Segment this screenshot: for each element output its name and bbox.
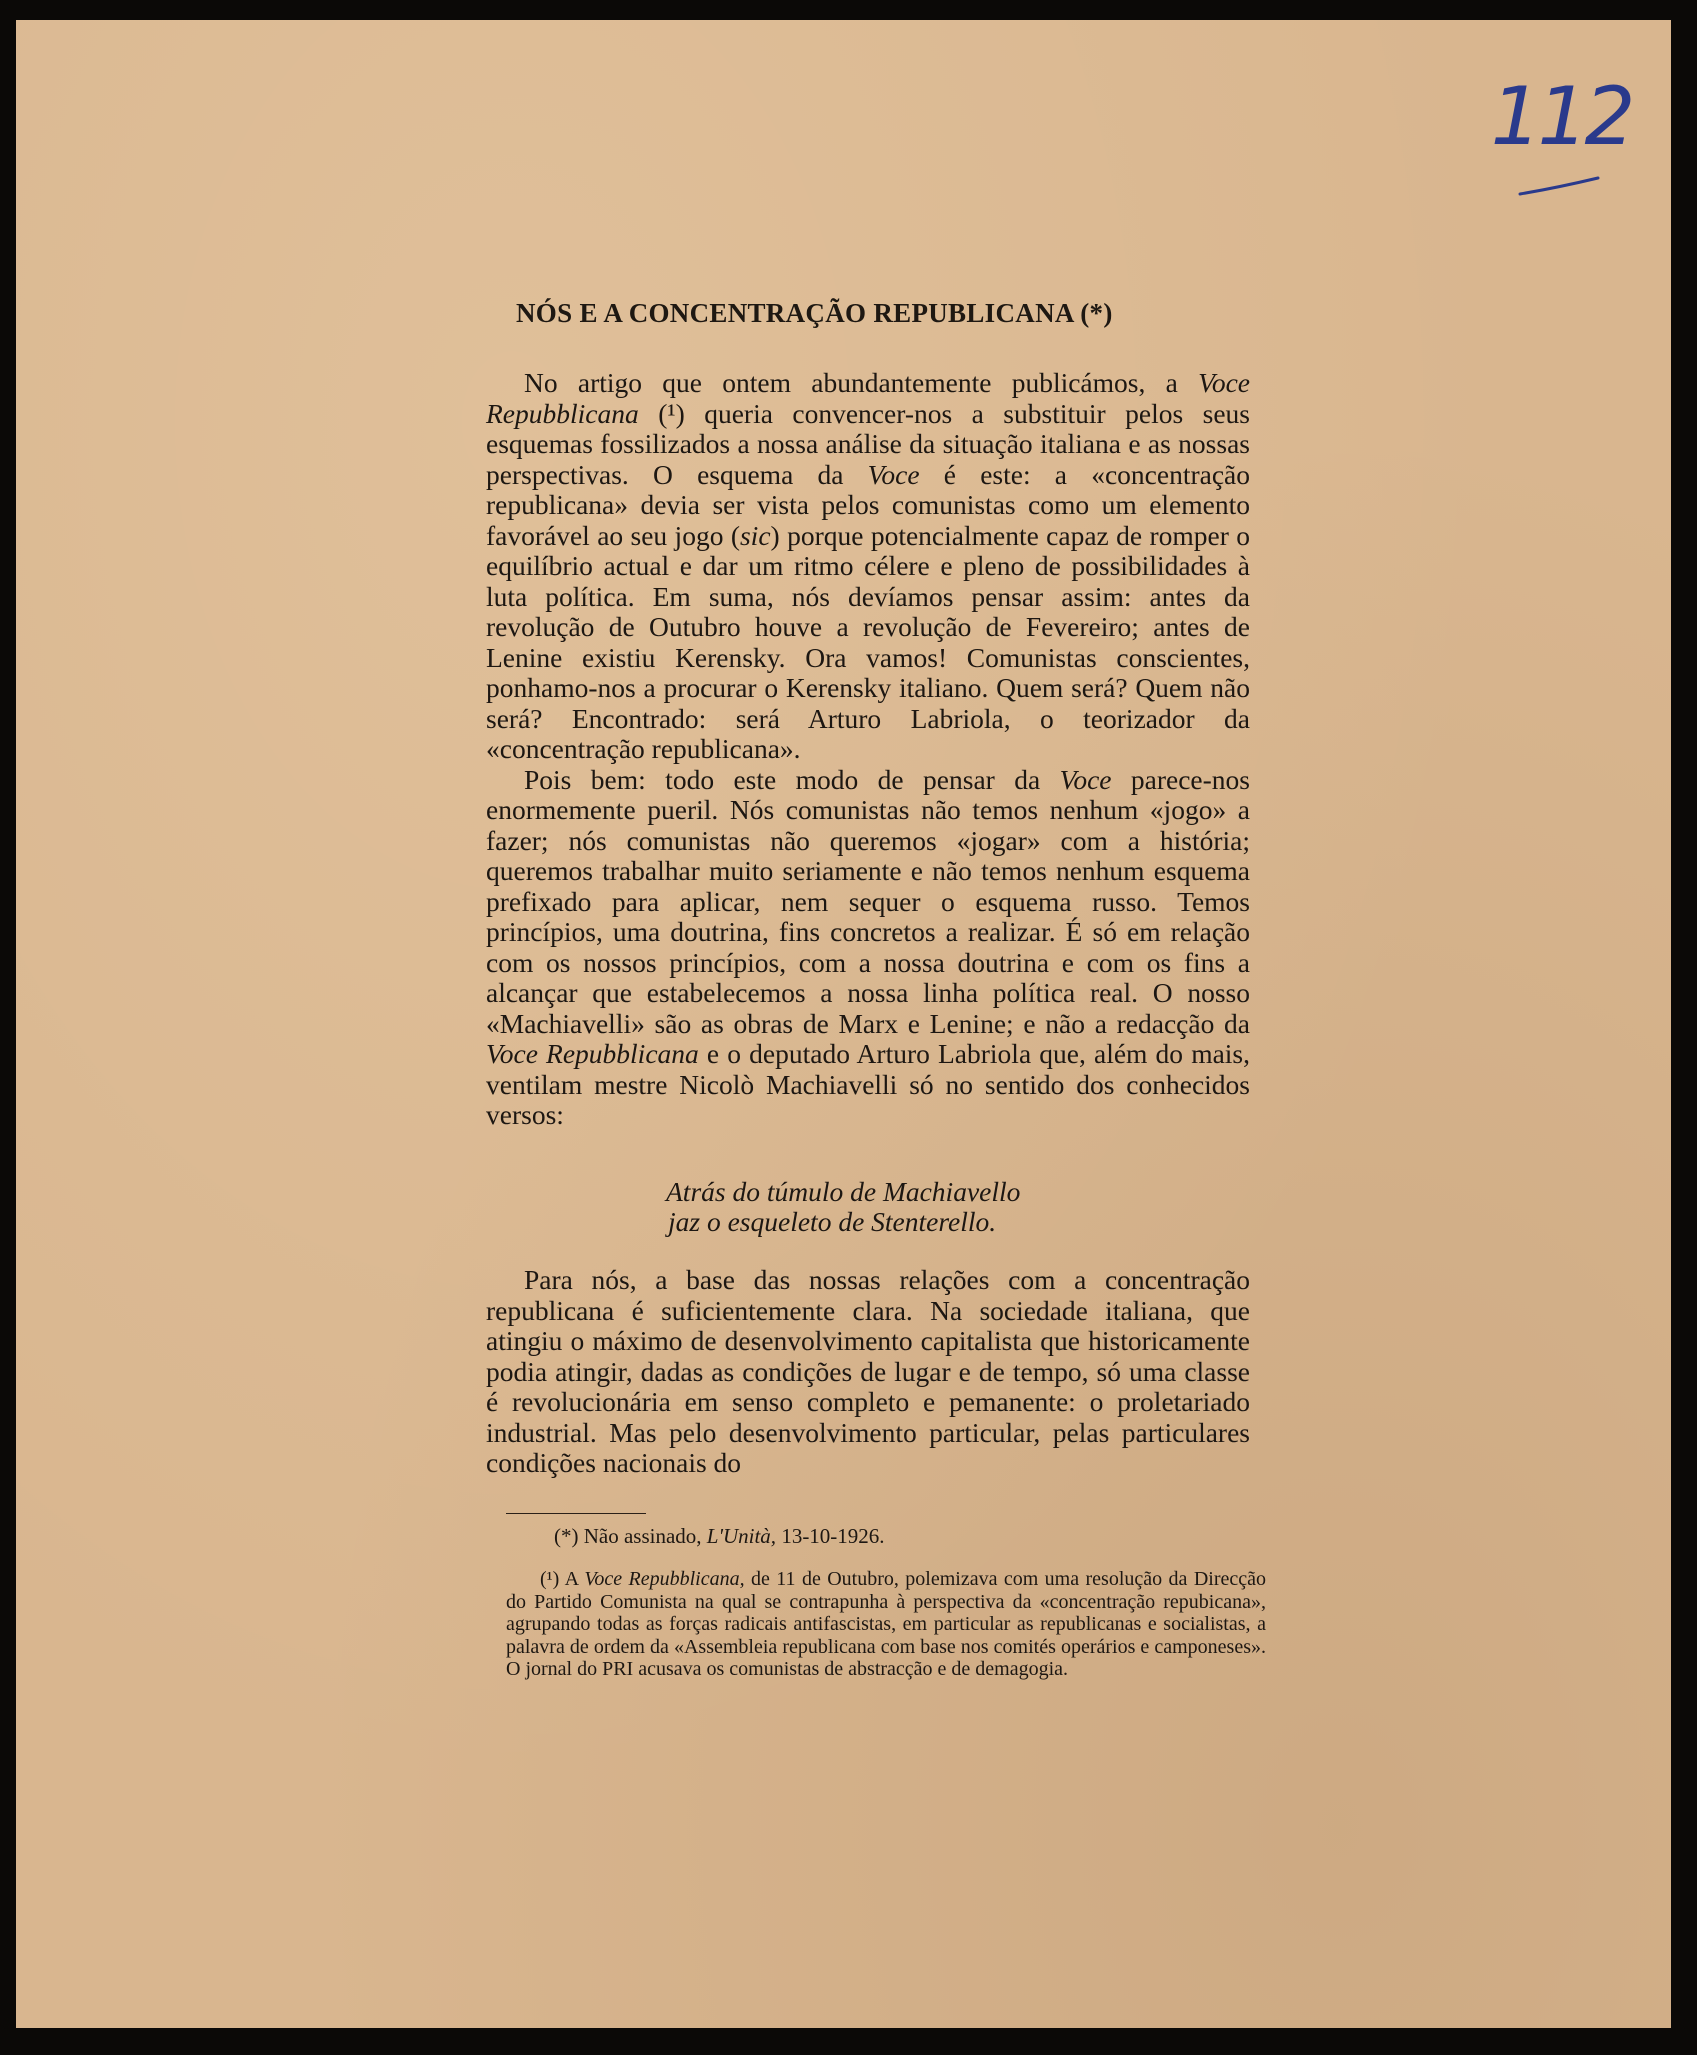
verse-line-2: jaz o esqueleto de Stenterello. [668,1206,997,1237]
article-title: NÓS E A CONCENTRAÇÃO REPUBLICANA (*) [516,298,1113,328]
text-run: é este: a «concentração republicana» devia ser vista pelos comunistas como um elemento favorável ao seu jogo ( [486,458,1250,551]
text-run: No artigo que ontem abundantemente publicámos, a [524,367,1199,398]
handwritten-page-number [1476,60,1656,220]
text-run: de 11 de Outubro, polemizava com uma resolução da Direcção do Partido Comunista na qual se contrapunha à perspectiva da «concentração repubicana», agrupando todas as forças radicais antifascistas, em particular as republicanas e socialistas, a palavra de ordem da «Assembleia republicana com base nos comités operários e camponeses». O jornal do PRI acusava os comunistas de abstracção e de demagogia. [506,1568,1266,1680]
quoted-verse [666,1177,1166,1237]
document-page [16,20,1671,2028]
article-body-part-2 [486,1265,1250,1479]
italic-run: Voce [867,458,920,490]
paragraph-2 [486,765,1250,1131]
text-run: Pois bem: todo este modo de pensar da [524,763,1060,795]
paragraph-1 [486,368,1250,765]
footnote-divider [506,1513,646,1514]
italic-run: Voce [1059,763,1112,795]
text-run: e o deputado Arturo Labriola que, além do mais, ventilam mestre Nicolò Machiavelli só no sentido dos conhecidos versos: [486,1038,1251,1130]
article-body-part-1 [486,368,1250,1131]
text-run: parece-nos enormemente pueril. Nós comunistas não temos nenhum «jogo» a fazer; nós comunistas não queremos «jogar» com a história; queremos trabalhar muito seriamente e não temos nenhum esquema prefixado para aplicar, nem sequer o esquema russo. Temos princípios, uma doutrina, fins concretos a realizar. É só em relação com os nossos princípios, com a nossa doutrina e com os fins a alcançar que estabelecemos a nossa linha política real. O nosso «Machiavelli» são as obras de Marx e Lenine; e não a redacção da [486,763,1250,1039]
footnote-star [554,1523,1254,1549]
page-number-text: 112 [1490,70,1632,163]
text-run: 13-10-1926. [776,1524,885,1548]
text-run: (¹) queria convencer-nos a substituir pelos seus esquemas fossilizados a nossa análise da situação italiana e as nossas perspectivas. O esquema da [486,397,1250,490]
text-run: (*) Não assinado, [554,1524,707,1548]
page-number-underline [1476,60,1656,220]
footnote-one [506,1568,1266,1681]
text-run: ) porque potencialmente capaz de romper o equilíbrio actual e dar um ritmo célere e pleno de possibilidades à luta política. Em suma, nós devíamos pensar assim: antes da revolução de Outubro houve a revolução de Fevereiro; antes de Lenine existiu Kerensky. Ora vamos! Comunistas conscientes, ponhamo-nos a procurar o Kerensky italiano. Quem será? Quem não será? Encontrado: será Arturo Labriola, o teorizador da «concentração republicana». [486,519,1250,764]
italic-run: Voce Repubblicana [486,367,1250,429]
footnote-one-text [506,1568,1266,1681]
italic-run: sic [739,519,771,551]
italic-run: Voce Repubblicana, [584,1568,745,1590]
italic-run: L'Unità, [706,1524,777,1548]
paragraph-3: Para nós, a base das nossas relações com a concentração republicana é suficientemente clara. Na sociedade italiana, que atingiu o máximo de desenvolvimento capitalista que historicamente podia atingir, dadas as condições de lugar e de tempo, só uma classe é revolucionária em senso completo e pemanente: o proletariado industrial. Mas pelo desenvolvimento particular, pelas particulares condições nacionais do [486,1264,1250,1478]
italic-run: Voce Repubblicana [486,1038,699,1069]
verse-line-1: Atrás do túmulo de Machiavello [666,1176,1021,1207]
text-run: (¹) A [540,1568,585,1590]
